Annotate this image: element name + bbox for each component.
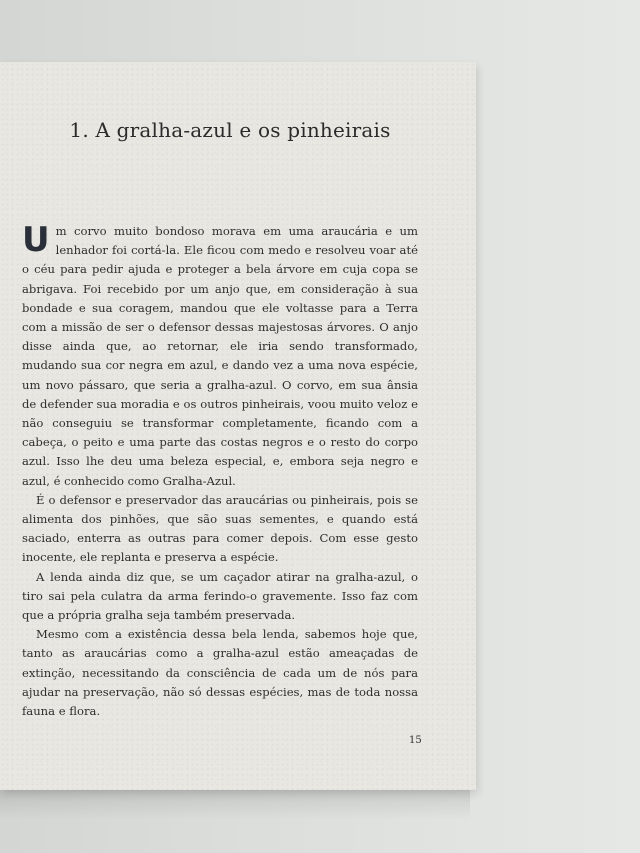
drop-cap-letter: U	[22, 220, 50, 260]
paragraph-2: É o defensor e preservador das araucárias ou pinheirais, pois se alimenta dos pinhões, que são suas sementes, e quando está saciado, enterra as outras para comer depois. Com esse gesto inocente, ele replanta e preserva a espécie.	[22, 492, 418, 565]
paragraph-3: A lenda ainda diz que, se um caçador atirar na gralha-azul, o tiro sai pela culatra da arma ferindo-o gravemente. Isso faz com que a própria gralha seja também preservada.	[22, 569, 418, 623]
chapter-body	[22, 222, 418, 721]
paragraph-1-text: m corvo muito bondoso morava em uma araucária e um lenhador foi cortá-la. Ele ficou com medo e resolveu voar até o céu para pedir ajuda e proteger a bela árvore em cuja copa se abrigava. Foi recebido por um anjo que, em consideração à sua bondade e sua coragem, mandou que ele voltasse para a Terra com a missão de ser o defensor dessas majestosas árvores. O anjo disse ainda que, ao retornar, ele iria sendo transformado, mudando sua cor negra em azul, e dando vez a uma nova espécie, um novo pássaro, que seria a gralha-azul. O corvo, em sua ânsia de defender sua moradia e os outros pinheirais, voou muito veloz e não conseguiu se transformar completamente, ficando com a cabeça, o peito e uma parte das costas negros e o resto do corpo azul. Isso lhe deu uma beleza especial, e, embora seja negro e azul, é conhecido como Gralha-Azul.	[22, 224, 418, 488]
paragraph-1	[22, 222, 418, 491]
page-number: 15	[409, 735, 422, 746]
paragraph-4: Mesmo com a existência dessa bela lenda, sabemos hoje que, tanto as araucárias como a gralha-azul estão ameaçadas de extinção, necessitando da consciência de cada um de nós para ajudar na preservação, não só dessas espécies, mas de toda nossa fauna e flora.	[22, 627, 418, 719]
chapter-title: 1. A gralha-azul e os pinheirais	[69, 118, 391, 142]
book-page	[0, 62, 476, 790]
page-edge-shadow	[0, 790, 470, 820]
